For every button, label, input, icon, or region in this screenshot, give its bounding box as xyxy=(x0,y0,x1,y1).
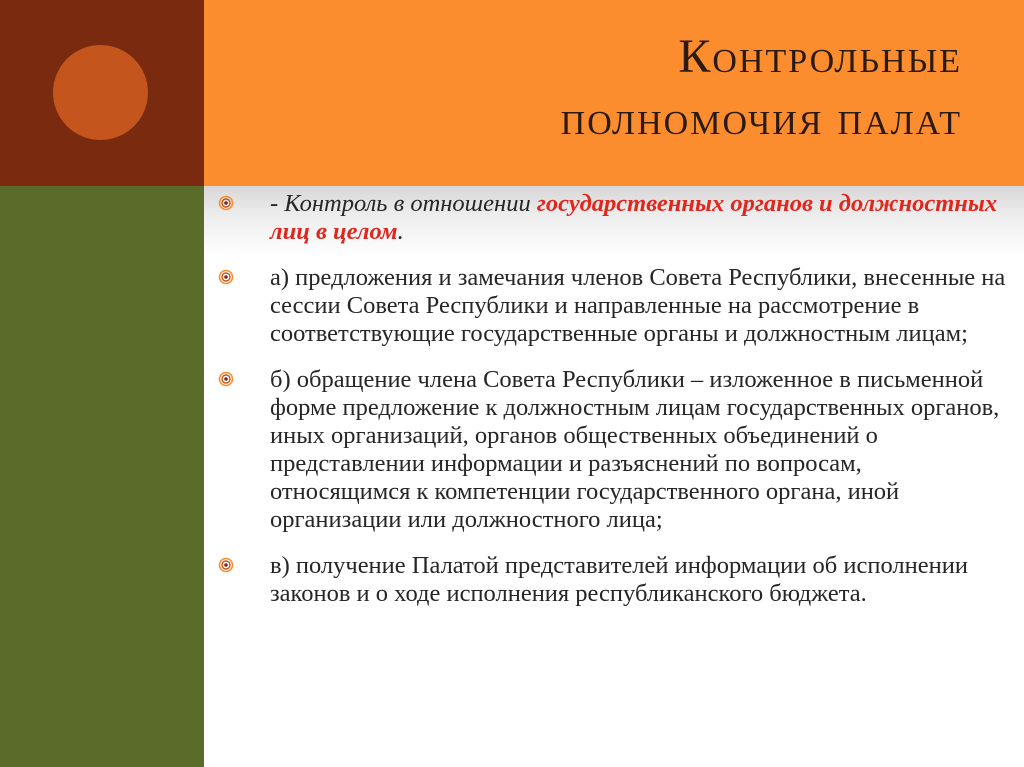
list-item xyxy=(218,264,1008,348)
decorative-circle xyxy=(53,45,148,140)
left-sidebar-band xyxy=(0,186,204,767)
concentric-circle-bullet-icon xyxy=(218,195,234,211)
item-prefix: - Контроль в отношении xyxy=(270,190,537,217)
item-highlight: государственных органов и должностных лиц в целом xyxy=(270,190,998,245)
concentric-circle-bullet-icon xyxy=(218,371,234,387)
item-text: в) получение Палатой представителей информации об исполнении законов и о ходе исполнения республиканского бюджета. xyxy=(270,552,968,607)
list-item xyxy=(218,552,1008,608)
slide-title-line-1: Контрольные xyxy=(678,30,962,83)
concentric-circle-bullet-icon xyxy=(218,269,234,285)
slide-title xyxy=(222,26,962,150)
item-text: а) предложения и замечания членов Совета Республики, внесенные на сессии Совета Республики и направленные на рассмотрение в соответствующие государственные органы и должностным лицам; xyxy=(270,264,1006,347)
slide-body xyxy=(218,190,1008,608)
list-item xyxy=(218,190,1008,246)
title-bar xyxy=(204,0,1024,186)
slide-title-line-2: полномочия палат xyxy=(560,92,962,145)
item-suffix: . xyxy=(397,218,404,245)
item-text: б) обращение члена Совета Республики – изложенное в письменной форме предложение к должностным лицам государственных органов, иных организаций, органов общественных объединений о представлении информации и разъяснений по вопросам, относящимся к компетенции государственного органа, иной организации или должностного лица; xyxy=(270,366,1000,533)
concentric-circle-bullet-icon xyxy=(218,557,234,573)
top-left-panel xyxy=(0,0,204,186)
list-item xyxy=(218,366,1008,534)
